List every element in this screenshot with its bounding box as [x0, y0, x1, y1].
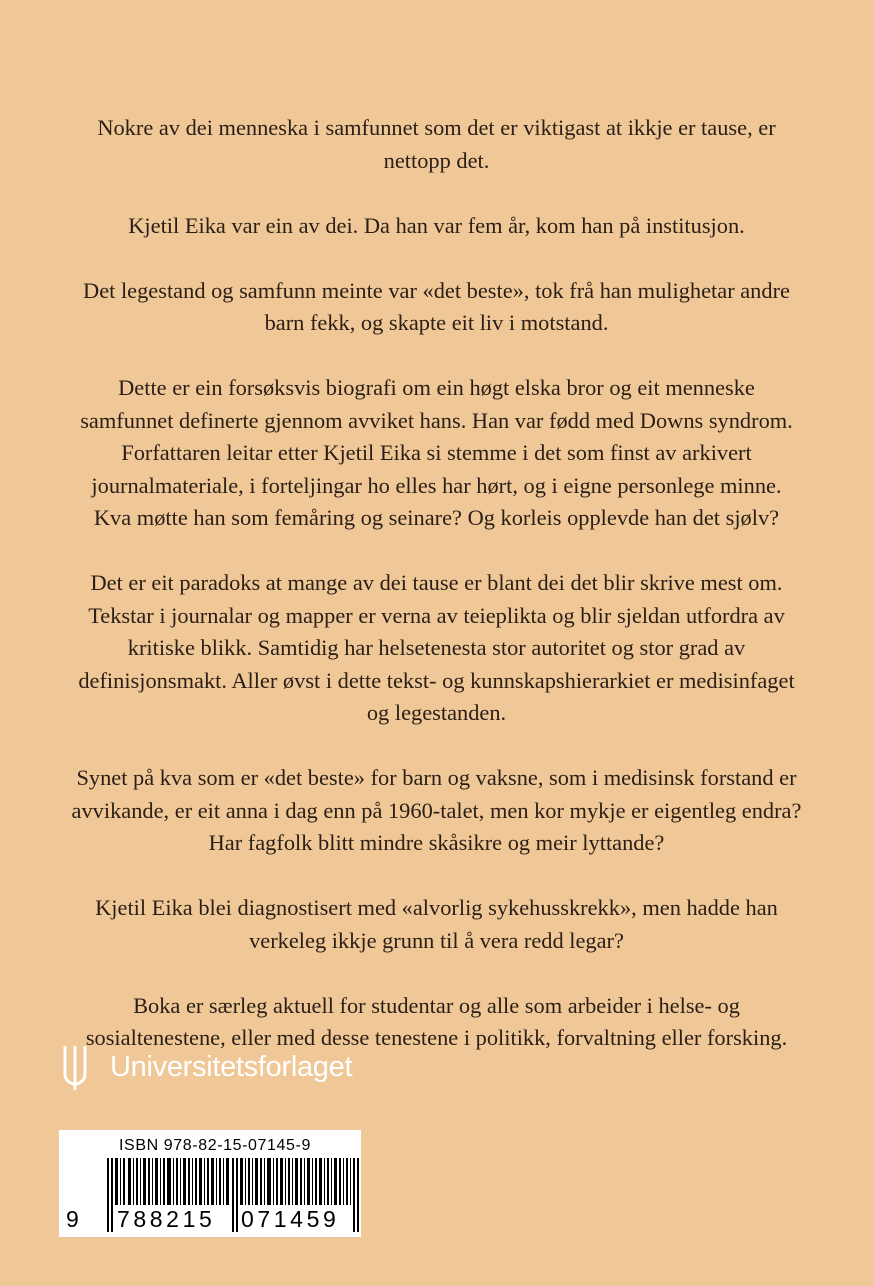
- blurb-paragraph-8: Boka er særleg aktuell for studentar og alle som arbeider i helse- og sosialtenestene, eller med desse tenestene i politikk, forvaltning eller forsking.: [85, 992, 788, 1050]
- blurb-paragraph-7: Kjetil Eika blei diagnostisert med «alvorlig sykehusskrekk», men hadde han verkeleg ikkje grunn til å vera redd legar?: [95, 895, 778, 953]
- back-cover-blurb: [70, 112, 803, 1087]
- blurb-paragraph-2: Kjetil Eika var ein av dei. Da han var fem år, kom han på institusjon.: [128, 212, 745, 238]
- isbn-number: ISBN 978-82-15-07145-9: [119, 1137, 311, 1154]
- blurb-paragraph-1: Nokre av dei menneska i samfunnet som det er viktigast at ikkje er tause, er nettopp det.: [97, 115, 776, 173]
- blurb-paragraph-3: Det legestand og samfunn meinte var «det beste», tok frå han mulighetar andre barn fekk, og skapte eit liv i motstand.: [83, 277, 790, 335]
- barcode-digits-right: 071459: [241, 1206, 340, 1232]
- publisher-name: Universitetsforlaget: [110, 1050, 353, 1083]
- blurb-paragraph-4: Dette er ein forsøksvis biografi om ein høgt elska bror og eit menneske samfunnet definerte gjennom avviket hans. Han var fødd med Downs syndrom. Forfattaren leitar etter Kjetil Eika si stemme i det som finst av arkivert journalmateriale, i forteljingar ho elles har hørt, og i eigne personlege minne. Kva møtte han som femåring og seinare? Og korleis opplevde han det sjølv?: [80, 375, 793, 530]
- blurb-paragraph-5: Det er eit paradoks at mange av dei tause er blant dei det blir skrive mest om. Tekstar i journalar og mapper er verna av teieplikta og blir sjeldan utfordra av kritiske blikk. Samtidig har helsetenesta stor autoritet og stor grad av definisjonsmakt. Aller øvst i dette tekst- og kunnskapshierarkiet er medisinfaget og legestanden.: [78, 570, 795, 725]
- isbn-barcode: [59, 1130, 361, 1237]
- publisher-logo: [62, 1044, 352, 1090]
- u-logo-icon: [62, 1044, 88, 1090]
- barcode-digits-left: 788215: [117, 1206, 216, 1232]
- barcode-digit-prefix: 9: [66, 1206, 79, 1232]
- blurb-paragraph-6: Synet på kva som er «det beste» for barn og vaksne, som i medisinsk forstand er avvikande, er eit anna i dag enn på 1960-talet, men kor mykje er eigentleg endra? Har fagfolk blitt mindre skåsikre og meir lyttande?: [71, 765, 802, 855]
